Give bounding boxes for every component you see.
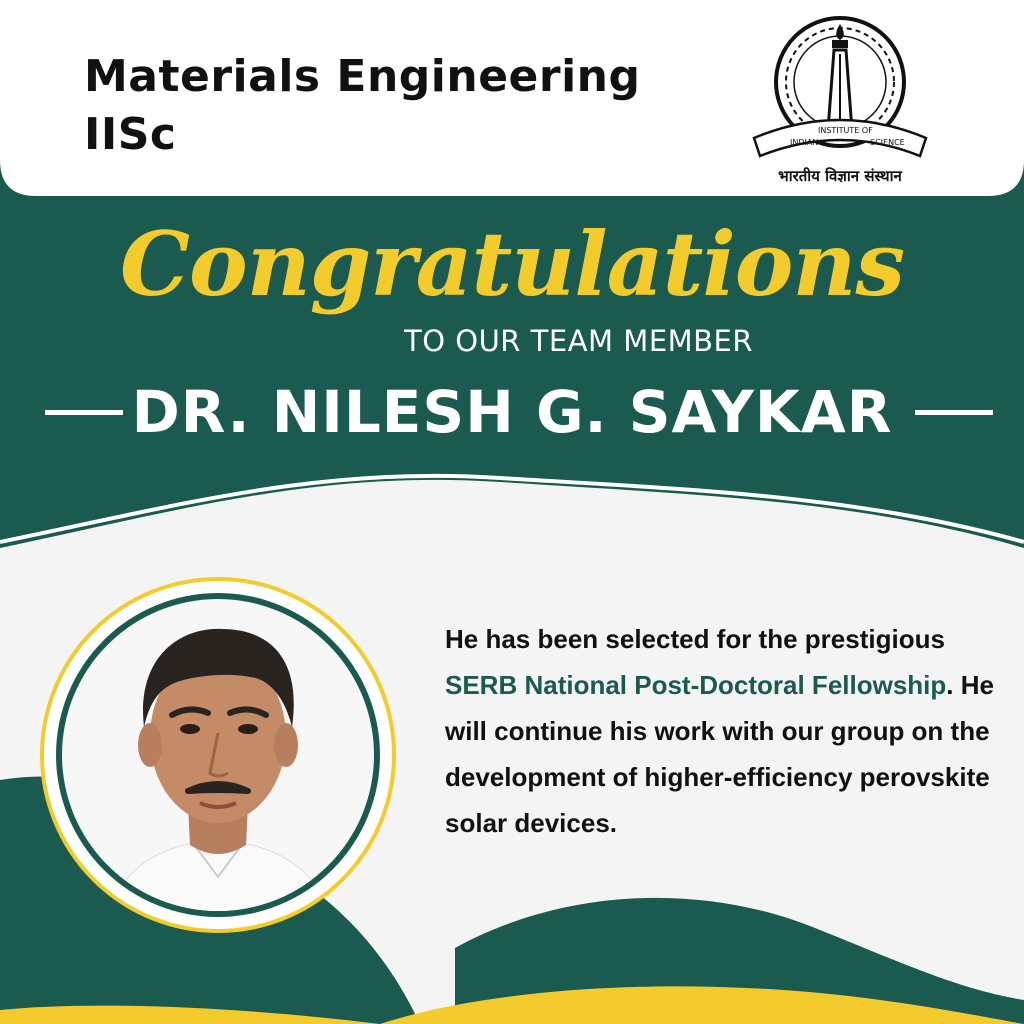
fellowship-highlight: SERB National Post-Doctoral Fellowship	[445, 670, 947, 700]
announcement-part-2: . He will continue his work with our group on the development of higher-efficiency perovskite solar devices.	[445, 670, 994, 838]
honoree-name: DR. NILESH G. SAYKAR	[131, 378, 893, 446]
announcement-text	[445, 616, 1005, 846]
logo-ring-top: INSTITUTE OF	[818, 126, 873, 135]
logo-ring-right: SCIENCE	[870, 138, 905, 147]
name-dash-right	[915, 410, 993, 415]
logo-caption: भारतीय विज्ञान संस्थान	[778, 167, 902, 185]
name-row	[0, 372, 1024, 452]
logo-ring-left: INDIAN	[790, 138, 819, 147]
banner-subtitle: TO OUR TEAM MEMBER	[404, 324, 754, 358]
congratulations-heading: Congratulations	[119, 212, 904, 316]
portrait-photo	[40, 577, 396, 933]
announcement-part-1: He has been selected for the prestigious	[445, 624, 945, 654]
title-line-2: IISc	[84, 109, 177, 160]
iisc-logo-icon	[748, 10, 932, 190]
department-title	[84, 48, 640, 164]
title-line-1: Materials Engineering	[84, 51, 641, 102]
